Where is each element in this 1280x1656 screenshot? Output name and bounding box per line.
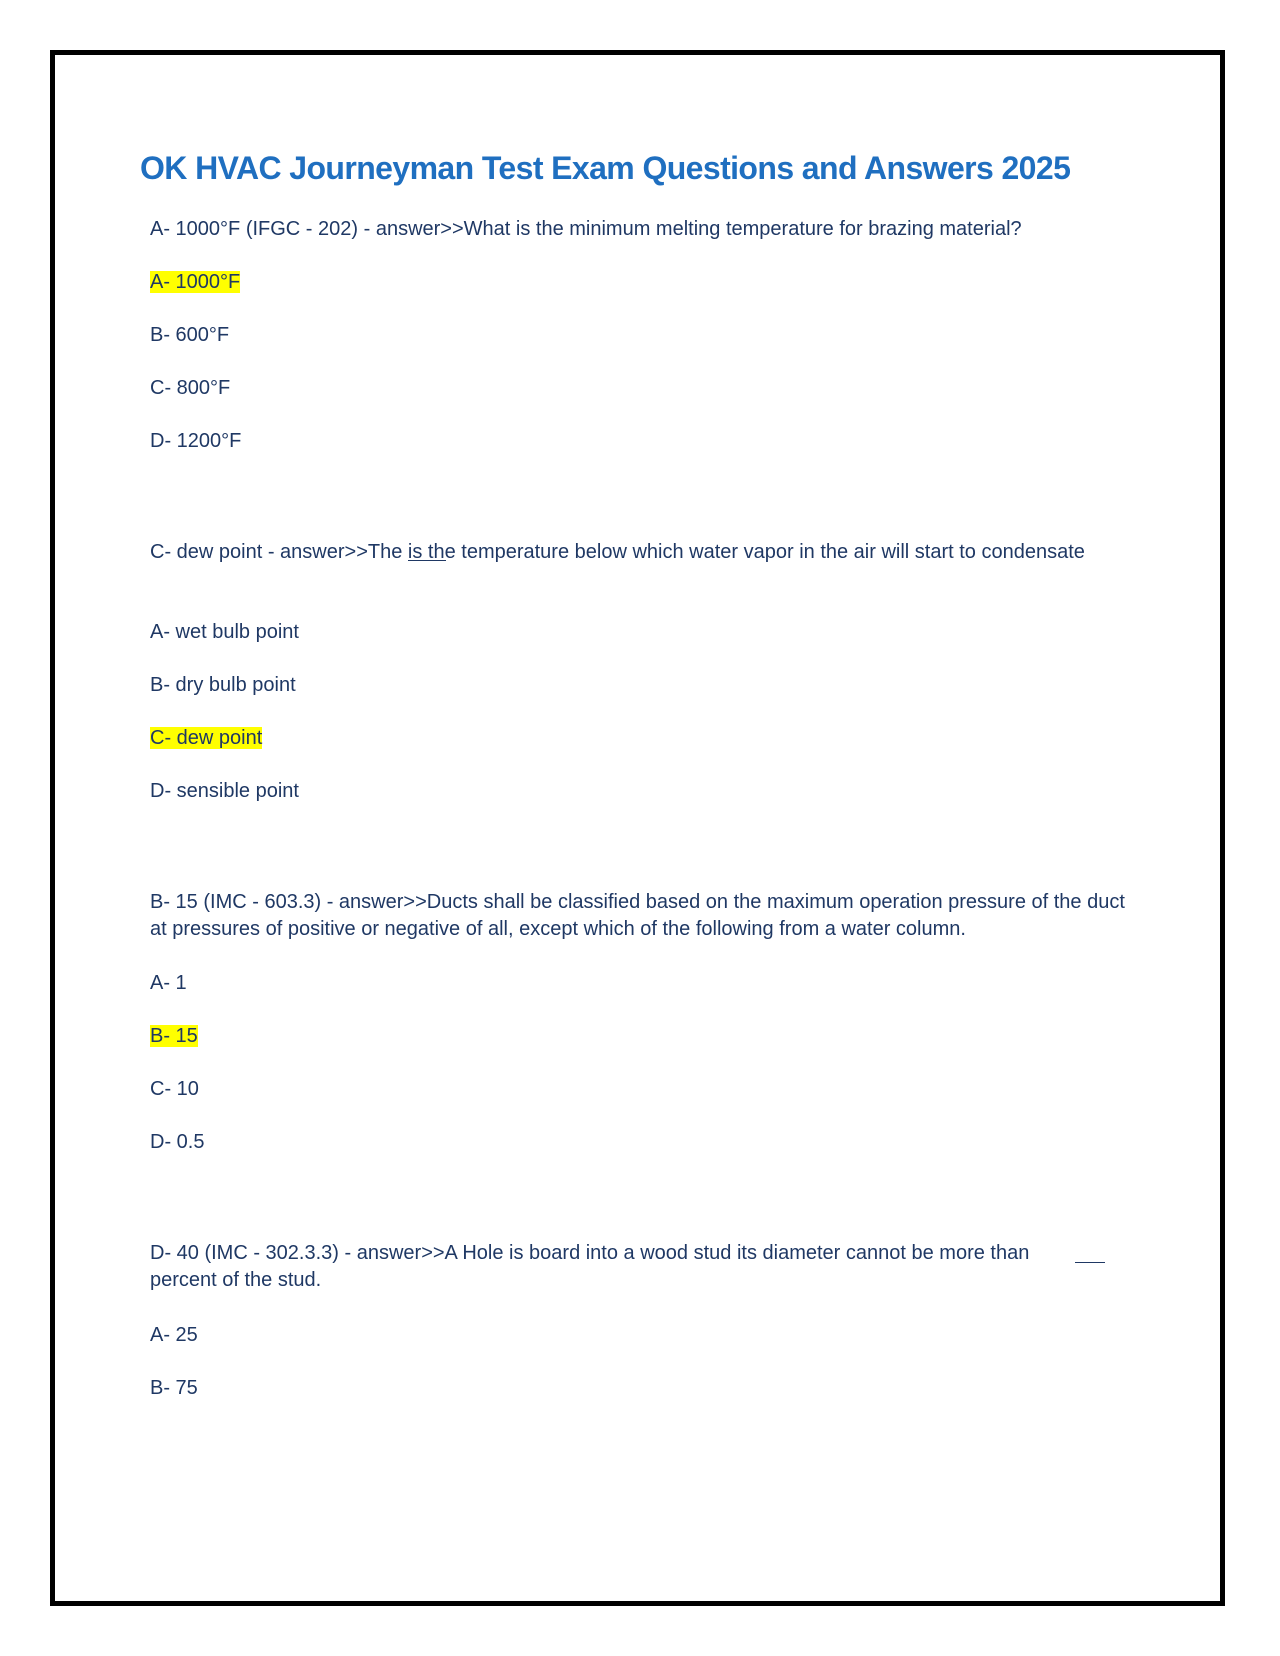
question-1-prompt: A- 1000°F (IFGC - 202) - answer>>What is the minimum melting temperature for brazing material? [150,218,1022,240]
question-2-option-a: A- wet bulb point [150,621,299,643]
question-1-option-c: C- 800°F [150,377,231,399]
question-2-option-c [150,725,262,752]
question-3-option-b [150,1023,198,1050]
question-1-option-d: D- 1200°F [150,430,242,452]
question-2-option-d: D- sensible point [150,780,299,802]
answer-highlight: A- 1000°F [150,271,241,293]
question-1-option-b: B- 600°F [150,324,230,346]
question-2-option-b: B- dry bulb point [150,674,296,696]
blank-line [1075,1262,1105,1263]
question-1-option-a [150,269,240,296]
question-3-option-c: C- 10 [150,1078,199,1100]
document-title: OK HVAC Journeyman Test Exam Questions and Answers 2025 [140,150,1071,186]
question-3-option-d: D- 0.5 [150,1131,205,1153]
question-3-prompt: B- 15 (IMC - 603.3) - answer>>Ducts shall be classified based on the maximum operation pressure of the duct at pressures of positive or negative of all, except which of the following from a water column. [150,891,1125,940]
answer-highlight: B- 15 [150,1025,198,1047]
question-3-option-a: A- 1 [150,972,187,994]
blank-line [408,560,446,561]
question-4-option-a: A- 25 [150,1324,198,1346]
question-2-prompt: C- dew point - answer>>The is the temperature below which water vapor in the air will start to condensate [150,541,1085,563]
question-4-option-b: B- 75 [150,1377,198,1399]
question-4-prompt: D- 40 (IMC - 302.3.3) - answer>>A Hole is board into a wood stud its diameter cannot be more than percent of the stud. [150,1242,1030,1291]
answer-highlight: C- dew point [150,727,263,749]
